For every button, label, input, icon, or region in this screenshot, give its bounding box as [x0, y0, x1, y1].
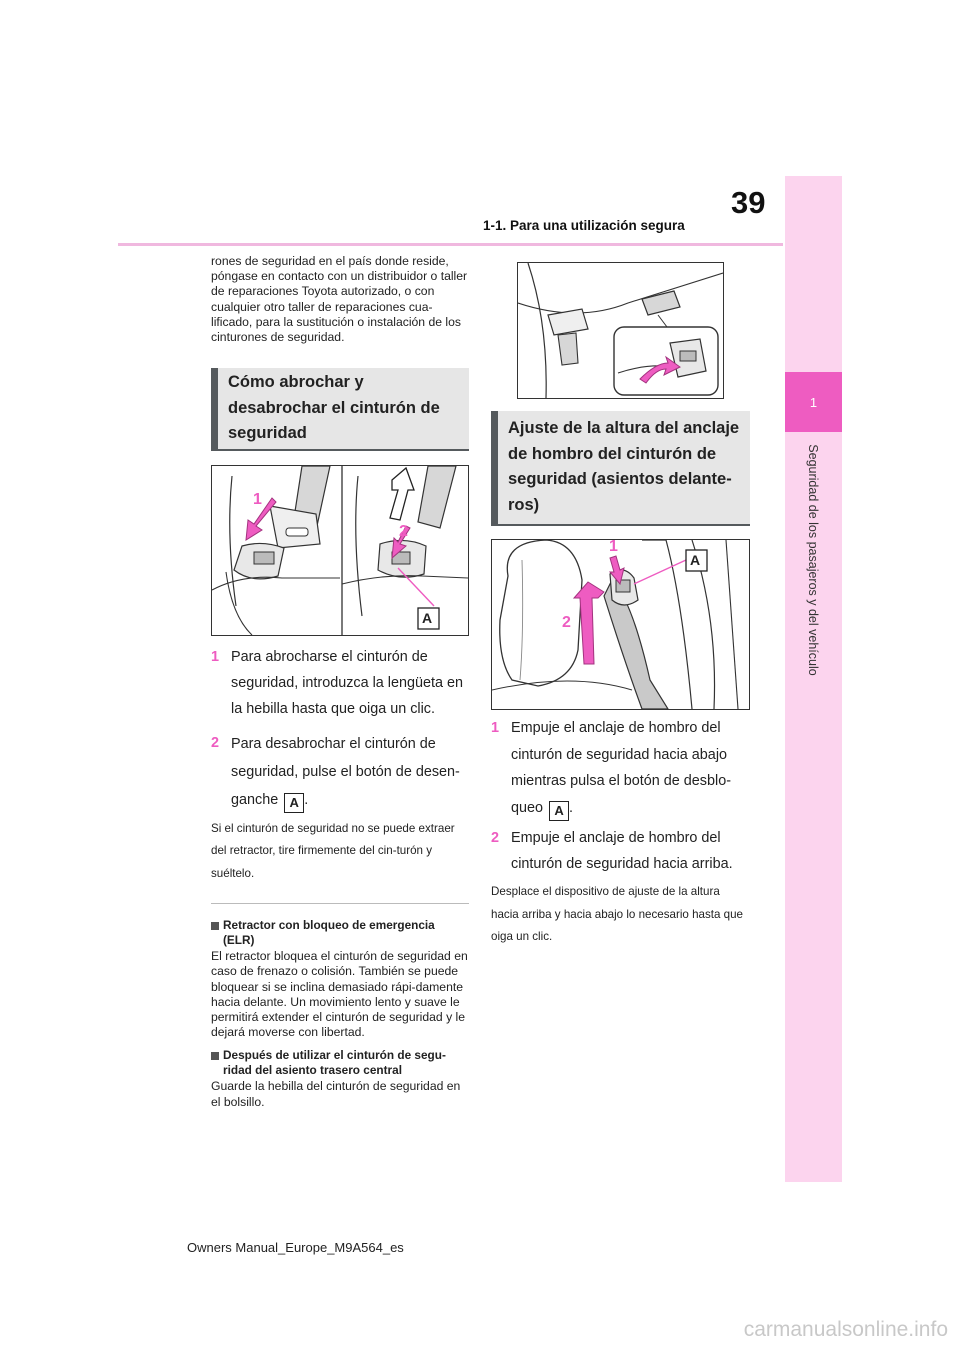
intro-paragraph: rones de seguridad en el país donde reside, póngase en contacto con un distribuidor o taller de reparaciones Toyota autorizado, o con cualquier otro taller de reparaciones cua-lificado, para la sustitución o instalación de los cinturones de seguridad. — [211, 254, 468, 345]
section-header: 1-1. Para una utilización segura — [483, 218, 685, 233]
rear-seat-title: Después de utilizar el cinturón de segu-ridad del asiento trasero central — [223, 1048, 446, 1078]
section-divider — [211, 903, 469, 904]
rear-seat-heading — [211, 1048, 469, 1078]
anchor-illustration — [492, 540, 749, 709]
release-note: Si el cinturón de seguridad no se puede extraer del retractor, tire firmemente del cin-turón y suéltelo. — [211, 821, 455, 880]
step-number: 1 — [491, 720, 500, 736]
fasten-callout-1: 1 — [253, 490, 262, 508]
anchor-callout-2: 2 — [562, 614, 571, 631]
elr-heading — [211, 918, 469, 948]
anchor-height-heading: Ajuste de la altura del anclaje de hombro del cinturón de seguridad (asientos delante-ros) — [491, 411, 750, 526]
step-suffix: . — [569, 799, 574, 816]
fasten-figure — [211, 465, 469, 636]
bullet-square-icon — [211, 1052, 219, 1060]
buckle-storage-illustration — [518, 263, 723, 398]
fasten-step-2 — [211, 730, 469, 814]
step-number: 2 — [211, 734, 220, 751]
bullet-square-icon — [211, 922, 219, 930]
footer-text: Owners Manual_Europe_M9A564_es — [187, 1240, 404, 1255]
anchor-step-2 — [491, 825, 750, 877]
fasten-label-a: A — [422, 609, 433, 626]
step-number: 2 — [491, 830, 500, 846]
step-text: Para desabrochar el cinturón de seguridad, pulse el botón de desen-ganche — [231, 735, 460, 808]
fasten-heading: Cómo abrochar y desabrochar el cinturón de seguridad — [211, 368, 469, 451]
buckle-storage-figure — [517, 262, 724, 399]
anchor-label-a: A — [690, 552, 701, 568]
fasten-step-1 — [211, 644, 469, 722]
page-number: 39 — [731, 185, 766, 220]
step-text: Empuje el anclaje de hombro del cinturón de seguridad hacia abajo mientras pulsa el botón de desblo-queo — [511, 720, 731, 816]
right-column — [491, 262, 750, 949]
callout-line-icon — [634, 560, 686, 584]
side-tab — [785, 176, 842, 1182]
left-column — [211, 254, 469, 1110]
anchor-callout-1: 1 — [609, 539, 618, 555]
step-text: Para abrocharse el cinturón de seguridad, introduzca la lengüeta en la hebilla hasta que oiga un clic. — [231, 648, 464, 717]
elr-title: Retractor con bloqueo de emergencia (ELR) — [223, 918, 435, 948]
watermark: carmanualsonline.info — [743, 1318, 948, 1341]
adjust-note: Desplace el dispositivo de ajuste de la altura hacia arriba y hacia abajo lo necesario hasta que oiga un clic. — [491, 885, 744, 943]
step-number: 1 — [211, 648, 220, 665]
label-a-badge: A — [549, 801, 569, 821]
header-rule — [118, 243, 783, 246]
label-a-badge: A — [284, 793, 304, 813]
outline-arrow-icon — [390, 468, 414, 520]
elr-paragraph: El retractor bloquea el cinturón de seguridad en caso de frenazo o colisión. También se puede bloquear si se inclina demasiado rápi-damente hacia delante. Un movimiento lento y suave le permitirá extender el cinturón de seguridad y le dejará moverse con libertad. — [211, 949, 468, 1040]
anchor-figure — [491, 539, 750, 710]
rear-seat-paragraph: Guarde la hebilla del cinturón de seguridad en el bolsillo. — [211, 1079, 461, 1109]
side-tab-title: Seguridad de los pasajeros y del vehículo — [806, 444, 820, 676]
anchor-step-1 — [491, 715, 750, 821]
fasten-callout-2: 2 — [399, 522, 408, 540]
side-tab-number: 1 — [785, 372, 842, 432]
step-suffix: . — [304, 791, 309, 808]
step-text: Empuje el anclaje de hombro del cinturón de seguridad hacia arriba. — [511, 830, 733, 872]
